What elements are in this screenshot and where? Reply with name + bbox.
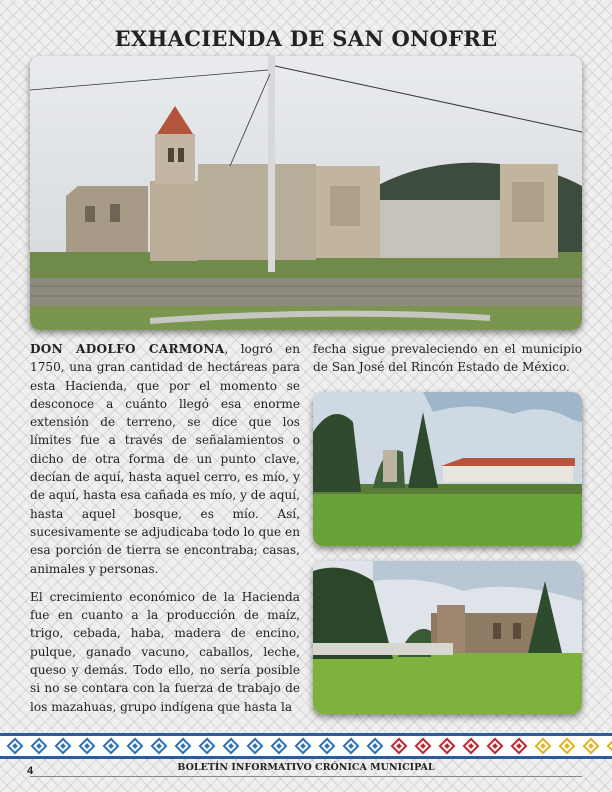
border-motif xyxy=(292,738,314,754)
paragraph-carmona-text: , logró en 1750, una gran cantidad de hectáreas para esta Hacienda, que por el momento se desconoce a cuánto llegó esa enorme extensión de terreno, se dice que los límites fue a través de señalamientos o dicho de otra forma de un punto clave, decían de aquí, hasta aquel cerro, es mío, y de aquí, hasta esa cañada es mío, y de aquí, hasta aquel bosque, es mío. Así, sucesivamente se adjudicaba todo lo que en esa porción de tierra se encontraba; casas, animales y personas. xyxy=(30,342,300,576)
border-motif xyxy=(340,738,362,754)
hacienda-ruins-meadow-photo xyxy=(313,561,582,714)
border-motif xyxy=(388,738,410,754)
border-motif xyxy=(76,738,98,754)
border-motif xyxy=(412,738,434,754)
page-title: EXHACIENDA DE SAN ONOFRE xyxy=(114,26,498,51)
lead-name: DON ADOLFO CARMONA xyxy=(30,342,225,356)
border-motif xyxy=(28,738,50,754)
border-motif xyxy=(172,738,194,754)
border-motif xyxy=(556,738,578,754)
border-motif xyxy=(436,738,458,754)
decorative-border-strip xyxy=(0,733,612,759)
border-motif xyxy=(244,738,266,754)
border-motif xyxy=(124,738,146,754)
border-motif xyxy=(196,738,218,754)
article-right-column xyxy=(313,340,582,377)
border-motif xyxy=(484,738,506,754)
border-motif xyxy=(508,738,530,754)
footer-divider xyxy=(30,776,582,777)
border-motif xyxy=(148,738,170,754)
paragraph-continuation: fecha sigue prevaleciendo en el municipio de San José del Rincón Estado de México. xyxy=(313,342,582,375)
page-number: 4 xyxy=(27,765,34,777)
paragraph-economia: El crecimiento económico de la Hacienda fue en cuanto a la producción de maíz, trigo, cebada, haba, madera de encino, pulque, ganado vacuno, caballos, leche, queso y demás. Todo ello, no sería posible si no se contara con la fuerza de trabajo de los mazahuas, grupo indígena que hasta la xyxy=(30,589,300,714)
publication-title: BOLETÍN INFORMATIVO CRÓNICA MUNICIPAL xyxy=(177,762,435,773)
border-motif xyxy=(4,738,26,754)
border-motif xyxy=(580,738,602,754)
border-motif xyxy=(532,738,554,754)
border-motif xyxy=(100,738,122,754)
border-motif xyxy=(604,738,612,754)
border-motif xyxy=(460,738,482,754)
border-motif xyxy=(364,738,386,754)
border-motif xyxy=(316,738,338,754)
hacienda-trees-photo xyxy=(313,392,582,546)
hacienda-main-photo xyxy=(30,56,582,330)
border-motif xyxy=(268,738,290,754)
border-motif xyxy=(52,738,74,754)
article-left-column xyxy=(30,340,300,716)
border-motif xyxy=(220,738,242,754)
paragraph-carmona xyxy=(30,340,300,578)
